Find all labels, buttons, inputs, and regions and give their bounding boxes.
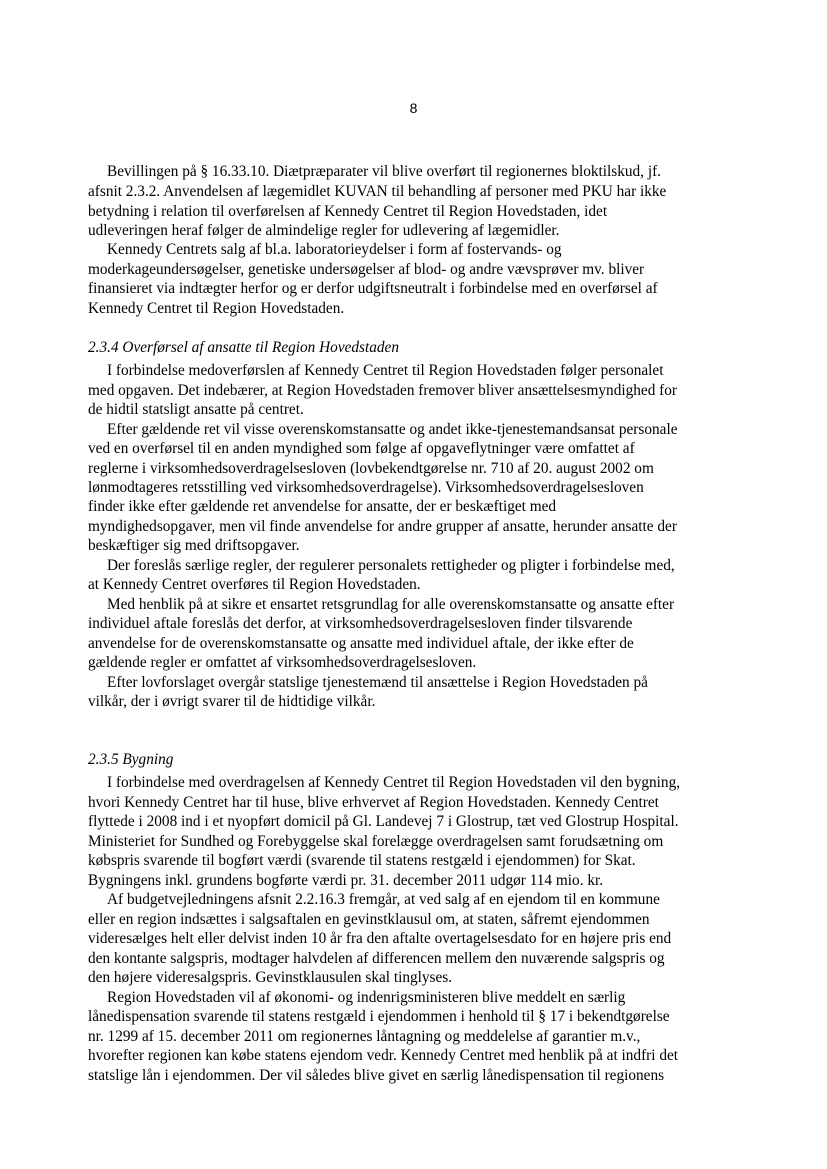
text-line: hvorefter regionen kan købe statens ejendom vedr. Kennedy Centret med henblik på at indfri det xyxy=(88,1047,679,1064)
text-line: anvendelse for de overenskomstansatte og ansatte med individuel aftale, der ikke efter de xyxy=(88,635,634,652)
text-line: nr. 1299 af 15. december 2011 om regionernes låntagning og meddelelse af garantier m.v., xyxy=(88,1028,641,1045)
text-line: købspris svarende til bogført værdi (svarende til statens restgæld i ejendommen) for Skat. xyxy=(88,852,636,869)
text-line: I forbindelse med overdragelsen af Kennedy Centret til Region Hovedstaden vil den bygning, xyxy=(107,774,681,791)
text-line: udleveringen heraf følger de almindelige regler for udlevering af lægemidler. xyxy=(88,222,560,239)
text-line: den kontante salgspris, modtager halvdelen af differencen mellem den nuværende salgspris og xyxy=(88,950,665,967)
text-line: ved en overførsel til en anden myndighed som følge af opgaveflytninger være omfattet af xyxy=(88,440,635,457)
text-line: myndighedsopgaver, men vil finde anvendelse for andre grupper af ansatte, herunder ansatte der xyxy=(88,518,677,535)
text-line: Efter lovforslaget overgår statslige tjenestemænd til ansættelse i Region Hovedstaden på xyxy=(107,674,648,691)
text-line: finansieret via indtægter herfor og er derfor udgiftsneutralt i forbindelse med en overførsel af xyxy=(88,280,658,297)
text-line: beskæftiger sig med driftsopgaver. xyxy=(88,537,300,554)
text-line: afsnit 2.3.2. Anvendelsen af lægemidlet KUVAN til behandling af personer med PKU har ikke xyxy=(88,183,667,200)
text-line: Af budgetvejledningens afsnit 2.2.16.3 fremgår, at ved salg af en ejendom til en kommune xyxy=(107,891,660,908)
text-line: Der foreslås særlige regler, der regulerer personalets rettigheder og pligter i forbindelse med, xyxy=(107,557,675,574)
text-line: hvori Kennedy Centret har til huse, blive erhvervet af Region Hovedstaden. Kennedy Centret xyxy=(88,794,659,811)
text-line: vilkår, der i øvrigt svarer til de hidtidige vilkår. xyxy=(88,693,376,710)
text-line: flyttede i 2008 ind i et nyopført domicil på Gl. Landevej 7 i Glostrup, tæt ved Glostrup Hospital. xyxy=(88,813,679,830)
text-line: eller en region indsættes i salgsaftalen en gevinstklausul om, at staten, såfremt ejendommen xyxy=(88,911,650,928)
text-line: moderkageundersøgelser, genetiske undersøgelser af blod- og andre vævsprøver mv. bliver xyxy=(88,261,645,278)
text-line: Ministeriet for Sundhed og Forebyggelse skal forelægge overdragelsen samt forudsætning om xyxy=(88,833,664,850)
text-line: finder ikke efter gældende ret anvendelse for ansatte, der er beskæftiget med xyxy=(88,498,557,515)
section-heading-2-3-5: 2.3.5 Bygning xyxy=(88,751,174,768)
text-line: individuel aftale foreslås det derfor, at virksomhedsoverdragelsesloven finder tilsvarende xyxy=(88,615,633,632)
text-line: Bevillingen på § 16.33.10. Diætpræparater vil blive overført til regionernes bloktilskud, jf. xyxy=(107,163,661,180)
text-line: Kennedy Centrets salg af bl.a. laboratorieydelser i form af fostervands- og xyxy=(107,241,562,258)
text-line: betydning i relation til overførelsen af Kennedy Centret til Region Hovedstaden, idet xyxy=(88,203,608,220)
text-line: Efter gældende ret vil visse overenskomstansatte og andet ikke-tjenestemandsansat personale xyxy=(107,421,678,438)
text-line: Med henblik på at sikre et ensartet retsgrundlag for alle overenskomstansatte og ansatte efter xyxy=(107,596,675,613)
text-line: reglerne i virksomhedsoverdragelsesloven (lovbekendtgørelse nr. 710 af 20. august 2002 om xyxy=(88,460,654,477)
text-line: Region Hovedstaden vil af økonomi- og indenrigsministeren blive meddelt en særlig xyxy=(107,989,626,1006)
text-line: I forbindelse medoverførslen af Kennedy Centret til Region Hovedstaden følger personalet xyxy=(107,362,664,379)
text-line: den højere videresalgspris. Gevinstklausulen skal tinglyses. xyxy=(88,969,453,986)
text-line: med opgaven. Det indebærer, at Region Hovedstaden fremover bliver ansættelsesmyndighed for xyxy=(88,382,678,399)
text-line: lånedispensation svarende til statens restgæld i ejendommen i henhold til § 17 i bekendtgørelse xyxy=(88,1008,670,1025)
text-line: lønmodtageres retsstilling ved virksomhedsoverdragelse). Virksomhedsoverdragelsesloven xyxy=(88,479,644,496)
text-line: statslige lån i ejendommen. Der vil således blive givet en særlig lånedispensation til regionens xyxy=(88,1067,665,1084)
text-line: Bygningens inkl. grundens bogførte værdi pr. 31. december 2011 udgør 114 mio. kr. xyxy=(88,872,604,889)
text-line: Kennedy Centret til Region Hovedstaden. xyxy=(88,300,345,317)
text-line: videresælges helt eller delvist inden 10 år fra den aftalte overtagelsesdato for en højere pris end xyxy=(88,930,672,947)
section-heading-2-3-4: 2.3.4 Overførsel af ansatte til Region Hovedstaden xyxy=(88,339,399,356)
text-line: gældende regler er omfattet af virksomhedsoverdragelsesloven. xyxy=(88,654,477,671)
page-number: 8 xyxy=(409,100,418,116)
text-line: de hidtil statsligt ansatte på centret. xyxy=(88,401,304,418)
text-line: at Kennedy Centret overføres til Region Hovedstaden. xyxy=(88,576,421,593)
